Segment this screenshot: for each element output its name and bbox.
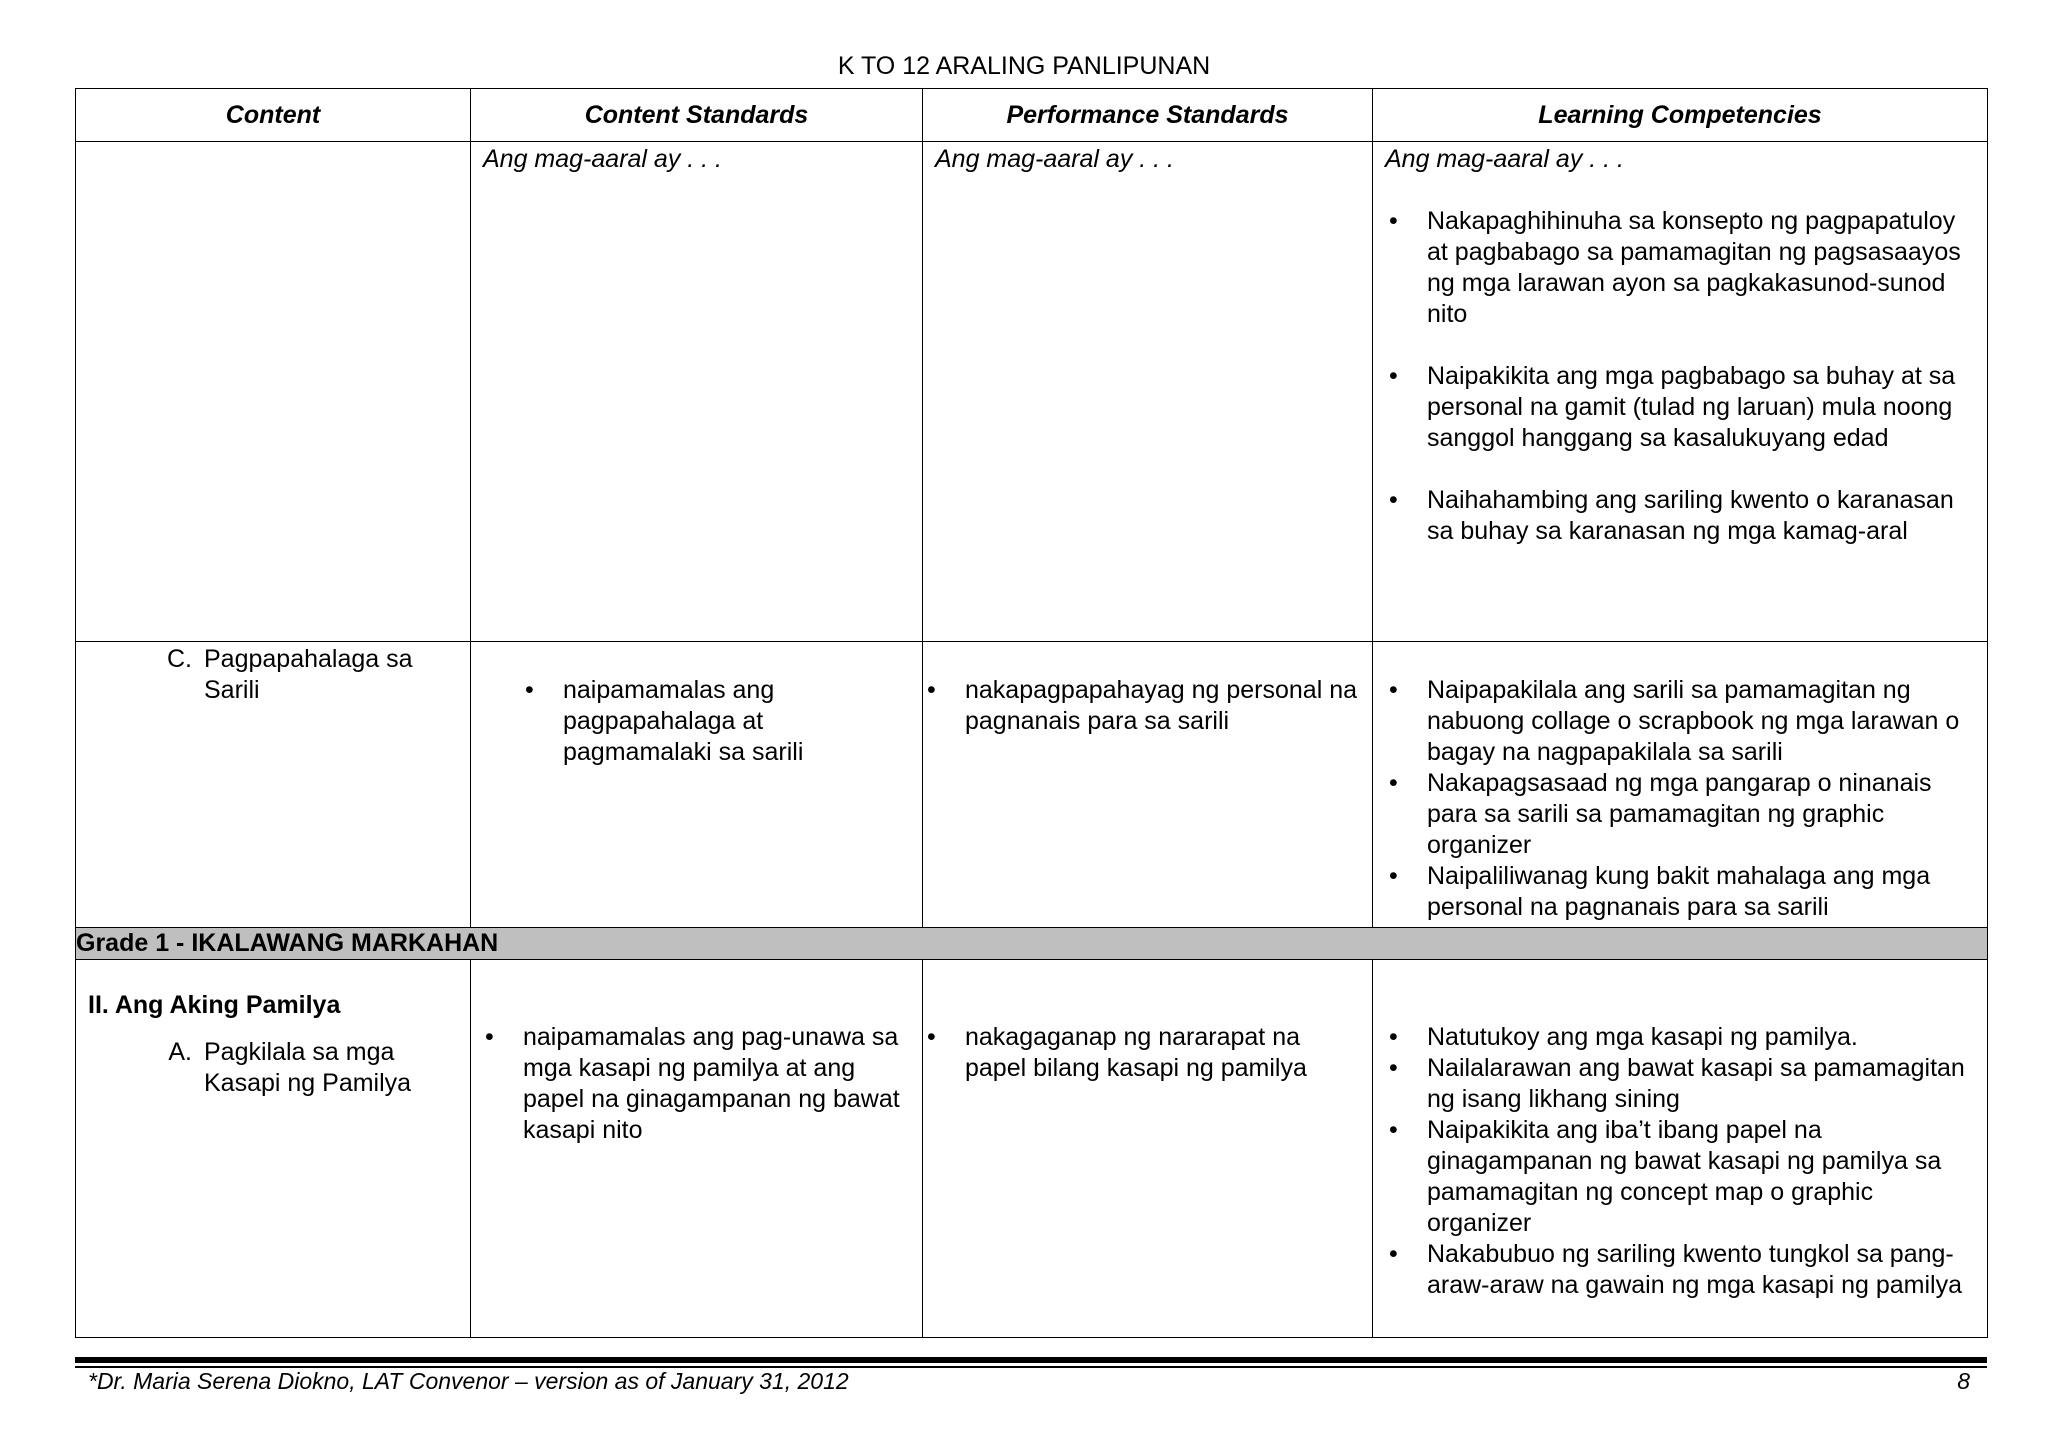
content-letter: C. (167, 645, 192, 673)
performance-standards-list (923, 1022, 1360, 1084)
list-item: • Natutukoy ang mga kasapi ng pamilya. (1385, 1022, 1975, 1053)
list-item: • Naipakikita ang mga pagbabago sa buhay at sa personal na gamit (tulad ng laruan) mula noong sanggol hanggang sa kasalukuyang edad (1385, 361, 1975, 454)
grade-row (76, 928, 1988, 960)
competencies-intro: Ang mag-aaral ay . . . (1385, 145, 1625, 173)
content-standards-list (481, 1022, 910, 1146)
content-cell (76, 642, 471, 928)
performance-standards-cell (923, 142, 1373, 642)
list-item: • Nakapagsasaad ng mga pangarap o ninanais para sa sarili sa pamamagitan ng graphic organizer (1385, 768, 1975, 861)
table-row (76, 142, 1988, 642)
document-title: K TO 12 ARALING PANLIPUNAN (837, 52, 1211, 80)
competencies-cell (1373, 142, 1988, 642)
table-header-row (76, 89, 1988, 142)
header-content-standards: Content Standards (471, 89, 923, 142)
content-heading: II. Ang Aking Pamilya (88, 991, 341, 1019)
content-standards-cell (471, 642, 923, 928)
table-row (76, 642, 1988, 928)
list-item: • Naipakikita ang iba’t ibang papel na ginagampanan ng bawat kasapi ng pamilya sa pamamagitan ng concept map o graphic organizer (1385, 1115, 1975, 1239)
list-item: • naipamamalas ang pagpapahalaga at pagmamalaki sa sarili (521, 675, 910, 768)
performance-standards-intro: Ang mag-aaral ay . . . (935, 145, 1175, 173)
content-text: Pagkilala sa mga Kasapi ng Pamilya (204, 1038, 412, 1097)
footer-credit: *Dr. Maria Serena Diokno, LAT Convenor – version as of January 31, 2012 (88, 1368, 849, 1394)
table-row (76, 960, 1988, 1338)
list-item: • Nakabubuo ng sariling kwento tungkol sa pang-araw-araw na gawain ng mga kasapi ng pamilya (1385, 1239, 1975, 1301)
performance-standards-cell (923, 960, 1373, 1338)
content-standards-intro: Ang mag-aaral ay . . . (483, 145, 723, 173)
competencies-cell (1373, 960, 1988, 1338)
list-item: • Nailalarawan ang bawat kasapi sa pamamagitan ng isang likhang sining (1385, 1053, 1975, 1115)
content-cell (76, 960, 471, 1338)
content-standards-cell (471, 960, 923, 1338)
page-number: 8 (1957, 1368, 1970, 1394)
content-cell (76, 142, 471, 642)
competencies-cell (1373, 642, 1988, 928)
header-performance-standards: Performance Standards (923, 89, 1373, 142)
list-item: • nakagaganap ng nararapat na papel bilang kasapi ng pamilya (923, 1022, 1360, 1084)
curriculum-table (75, 88, 1988, 1338)
performance-standards-list (923, 675, 1360, 737)
header-content: Content (76, 89, 471, 142)
competencies-list (1385, 675, 1975, 923)
list-item: • nakapagpapahayag ng personal na pagnanais para sa sarili (923, 675, 1360, 737)
list-item: • Naipapakilala ang sarili sa pamamagitan ng nabuong collage o scrapbook ng mga larawan o bagay na nagpapakilala sa sarili (1385, 675, 1975, 768)
content-letter: A. (168, 1038, 192, 1066)
competencies-list (1385, 1022, 1975, 1301)
content-standards-list (521, 675, 910, 768)
footer-rule-thick (75, 1357, 1987, 1363)
content-text: Pagpapahalaga sa Sarili (204, 645, 413, 704)
content-standards-cell (471, 142, 923, 642)
list-item: • naipamamalas ang pag-unawa sa mga kasapi ng pamilya at ang papel na ginagampanan ng bawat kasapi nito (481, 1022, 910, 1146)
list-item: • Naipaliliwanag kung bakit mahalaga ang mga personal na pagnanais para sa sarili (1385, 861, 1975, 923)
list-item: • Naihahambing ang sariling kwento o karanasan sa buhay sa karanasan ng mga kamag-aral (1385, 485, 1975, 547)
list-item: • Nakapaghihinuha sa konsepto ng pagpapatuloy at pagbabago sa pamamagitan ng pagsasaayos ng mga larawan ayon sa pagkakasunod-sunod nito (1385, 206, 1975, 330)
grade-label: Grade 1 - IKALAWANG MARKAHAN (76, 928, 1988, 960)
header-learning-competencies: Learning Competencies (1373, 89, 1988, 142)
competencies-list (1385, 206, 1975, 547)
performance-standards-cell (923, 642, 1373, 928)
